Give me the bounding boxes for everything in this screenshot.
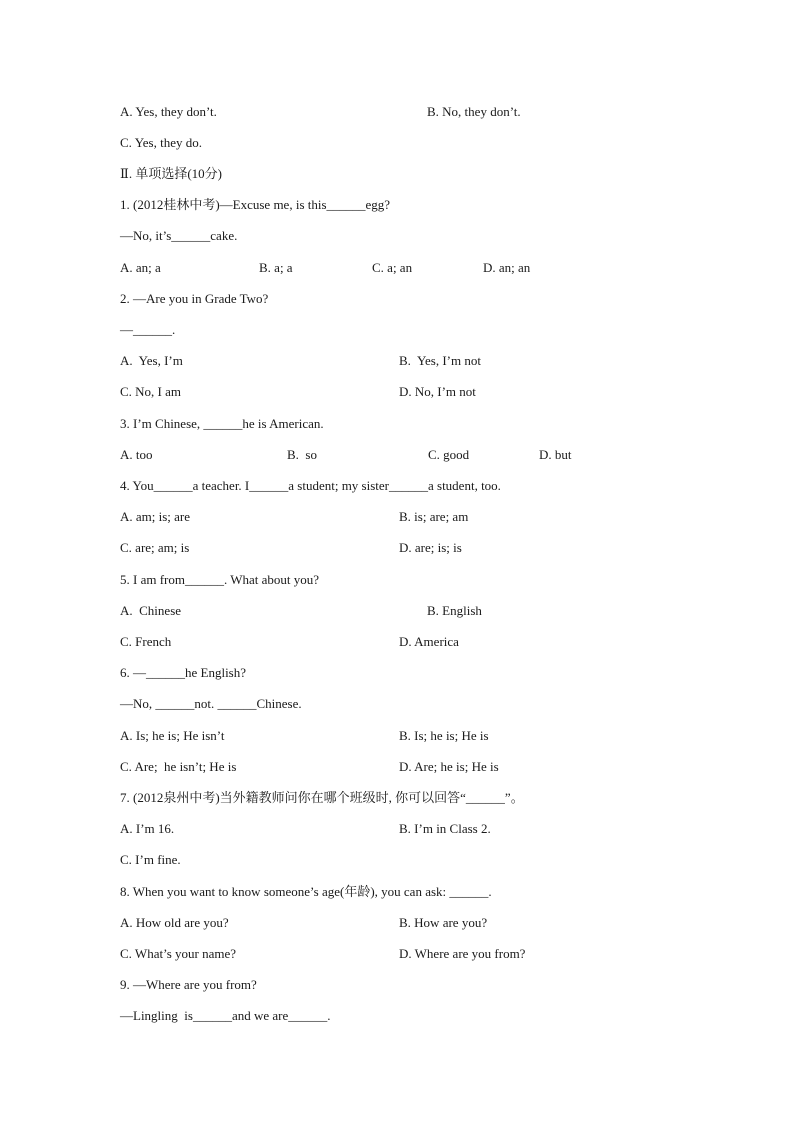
q8-option-b: B. How are you? <box>399 915 488 930</box>
q3-option-a: A. too <box>120 447 153 462</box>
q1-option-c: C. a; an <box>372 260 413 275</box>
q7-option-a: A. I’m 16. <box>120 821 175 836</box>
q8-option-c: C. What’s your name? <box>120 946 237 961</box>
q4-option-a: A. am; is; are <box>120 509 191 524</box>
question-1: 1. (2012桂林中考)—Excuse me, is this______egg? <box>120 197 391 212</box>
option-c: C. Yes, they do. <box>120 135 202 150</box>
q2-option-d: D. No, I’m not <box>399 384 476 399</box>
q6-option-a: A. Is; he is; He isn’t <box>120 728 225 743</box>
q6-option-b: B. Is; he is; He is <box>399 728 489 743</box>
q4-option-d: D. are; is; is <box>399 540 462 555</box>
question-5: 5. I am from______. What about you? <box>120 572 320 587</box>
q5-option-b: B. English <box>427 603 482 618</box>
q5-option-c: C. French <box>120 634 172 649</box>
q5-option-a: A. Chinese <box>120 603 182 618</box>
question-2-response: —______. <box>120 322 176 337</box>
q1-option-a: A. an; a <box>120 260 161 275</box>
question-1-response: —No, it’s______cake. <box>120 228 238 243</box>
q6-option-d: D. Are; he is; He is <box>399 759 499 774</box>
q2-option-c: C. No, I am <box>120 384 182 399</box>
question-4: 4. You______a teacher. I______a student; my sister______a student, too. <box>120 478 501 493</box>
q4-option-b: B. is; are; am <box>399 509 469 524</box>
q4-option-c: C. are; am; is <box>120 540 190 555</box>
q5-option-d: D. America <box>399 634 459 649</box>
q3-option-b: B. so <box>287 447 317 462</box>
q3-option-d: D. but <box>539 447 572 462</box>
q8-option-a: A. How old are you? <box>120 915 229 930</box>
q8-option-d: D. Where are you from? <box>399 946 526 961</box>
section-heading: Ⅱ. 单项选择(10分) <box>120 166 222 181</box>
question-6: 6. —______he English? <box>120 665 247 680</box>
option-b: B. No, they don’t. <box>427 104 521 119</box>
q3-option-c: C. good <box>428 447 470 462</box>
question-7: 7. (2012泉州中考)当外籍教师问你在哪个班级时, 你可以回答“______”。 <box>120 790 524 805</box>
q2-option-a: A. Yes, I’m <box>120 353 183 368</box>
q7-option-b: B. I’m in Class 2. <box>399 821 491 836</box>
q1-option-b: B. a; a <box>259 260 293 275</box>
option-a: A. Yes, they don’t. <box>120 104 217 119</box>
question-6-response: —No, ______not. ______Chinese. <box>120 696 302 711</box>
question-9-response: —Lingling is______and we are______. <box>120 1008 331 1023</box>
q2-option-b: B. Yes, I’m not <box>399 353 481 368</box>
question-2: 2. —Are you in Grade Two? <box>120 291 269 306</box>
q7-option-c: C. I’m fine. <box>120 852 181 867</box>
question-8: 8. When you want to know someone’s age(年龄), you can ask: ______. <box>120 884 492 899</box>
question-3: 3. I’m Chinese, ______he is American. <box>120 416 324 431</box>
q6-option-c: C. Are; he isn’t; He is <box>120 759 237 774</box>
question-9: 9. —Where are you from? <box>120 977 257 992</box>
q1-option-d: D. an; an <box>483 260 531 275</box>
